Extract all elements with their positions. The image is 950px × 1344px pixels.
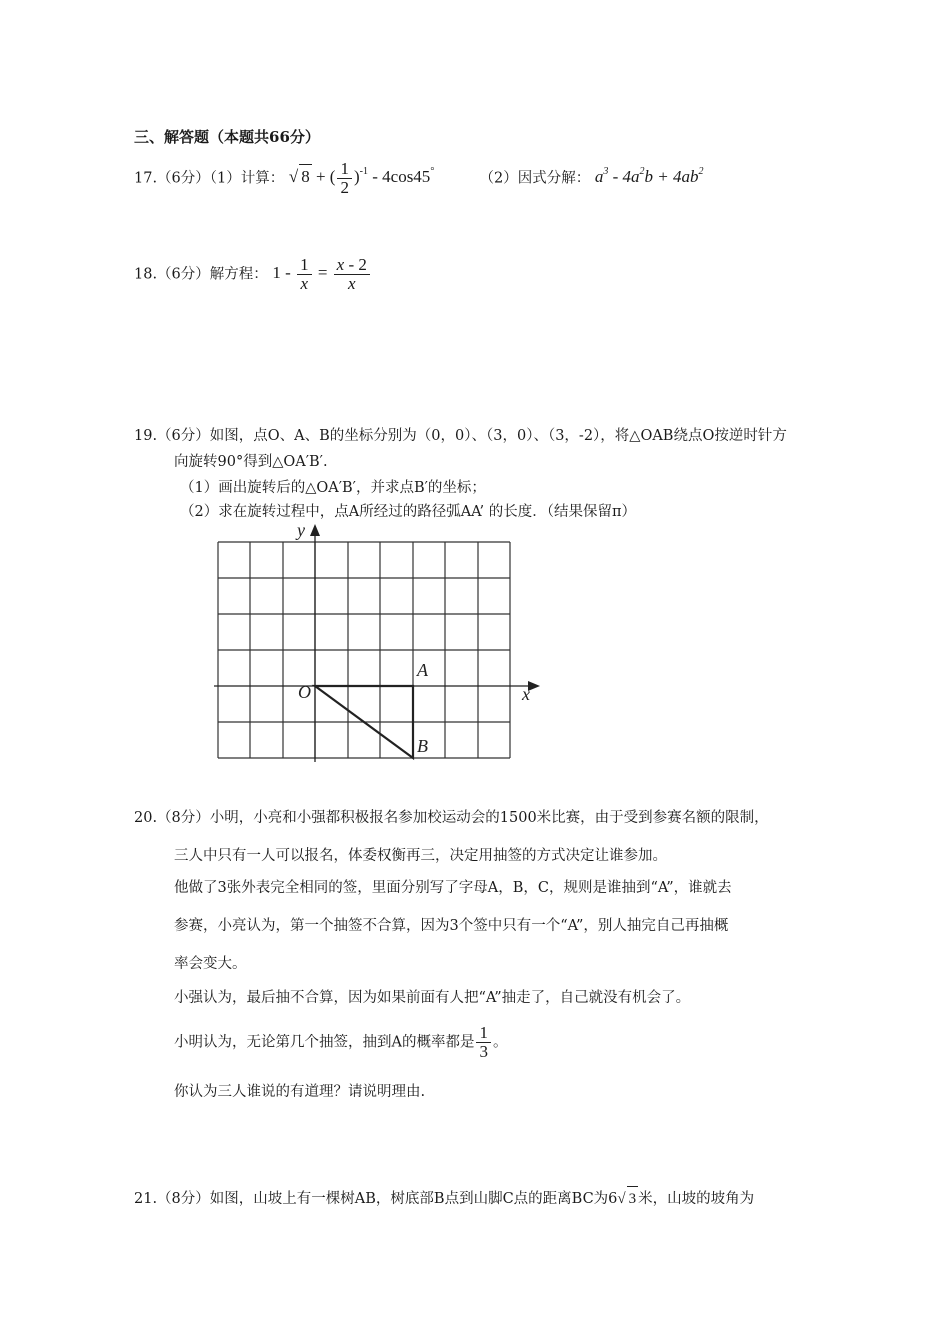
point-b-label: B	[417, 736, 428, 756]
q21-line1a: 21.（8分）如图，山坡上有一棵树AB，树底部B点到山脚C点的距离BC为6	[134, 1191, 618, 1207]
section-title: 三、解答题（本题共66分）	[134, 128, 320, 146]
q18-equation: 1 - $\frac{1}{x}$ = $\frac{x - 2}{x}$	[272, 263, 371, 282]
point-a-label: A	[417, 660, 428, 680]
q21-line1b: 米，山坡的坡角为	[638, 1191, 755, 1207]
q17-expression-2: $a^3 - 4a^2b + 4ab^2$	[594, 166, 704, 187]
y-axis-label: y	[297, 520, 305, 540]
q19-line1: 19.（6分）如图，点O、A、B的坐标分别为（0，0）、（3，0）、（3，-2），将△OAB绕点O按逆时针方	[134, 428, 787, 444]
q19-line2: 向旋转90°得到△OA′B′.	[174, 454, 328, 470]
origin-label: O	[298, 682, 311, 702]
grid-lines	[218, 542, 510, 758]
x-axis-label: x	[522, 684, 530, 704]
q21-sqrt: 3	[627, 1186, 639, 1211]
q20-line2: 三人中只有一人可以报名，体委权衡再三，决定用抽签的方式决定让谁参加。	[174, 848, 667, 864]
q20-line7-end: 。	[492, 1034, 508, 1051]
q19-sub1: （1）画出旋转后的△OA′B′，并求点B′的坐标；	[180, 480, 486, 496]
q20-line7	[174, 1024, 507, 1061]
question-21: 21.（8分）如图，山坡上有一棵树AB，树底部B点到山脚C点的距离BC为6√ 3 米，山坡的坡角为	[134, 1186, 754, 1211]
q20-line6: 小强认为，最后抽不合算，因为如果前面有人把“A”抽走了，自己就没有机会了。	[174, 990, 691, 1006]
y-axis-arrow	[310, 524, 320, 536]
q20-line5: 率会变大。	[174, 956, 247, 972]
q19-grid-figure	[200, 518, 550, 768]
q19-sub2: （2）求在旋转过程中，点A所经过的路径弧AA’ 的长度．（结果保留π）	[180, 504, 637, 520]
q17-label: 17.（6分）（1）计算：	[134, 170, 285, 187]
q18-label: 18.（6分）解方程：	[134, 266, 268, 283]
question-18	[134, 256, 372, 293]
q17-part2-label: （2）因式分解：	[479, 170, 591, 187]
q20-line4: 参赛，小亮认为，第一个抽签不合算，因为3个签中只有一个“A”，别人抽完自己再抽概	[174, 918, 729, 934]
question-17	[134, 160, 704, 197]
q17-expression-1: √ 8 + ( $\frac{1}{2}$ )$^{-1}$ - 4cos45°	[288, 159, 435, 197]
q20-line7-text: 小明认为，无论第几个抽签，抽到A的概率都是	[174, 1034, 475, 1051]
probability-fraction: $\frac{1}{3}$	[476, 1024, 491, 1061]
q20-line8: 你认为三人谁说的有道理？请说明理由.	[174, 1084, 426, 1100]
q20-line1: 20.（8分）小明，小亮和小强都积极报名参加校运动会的1500米比赛，由于受到参赛名额的限制，	[134, 810, 769, 826]
q20-line3: 他做了3张外表完全相同的签，里面分别写了字母A，B，C，规则是谁抽到“A”，谁就去	[174, 880, 732, 896]
